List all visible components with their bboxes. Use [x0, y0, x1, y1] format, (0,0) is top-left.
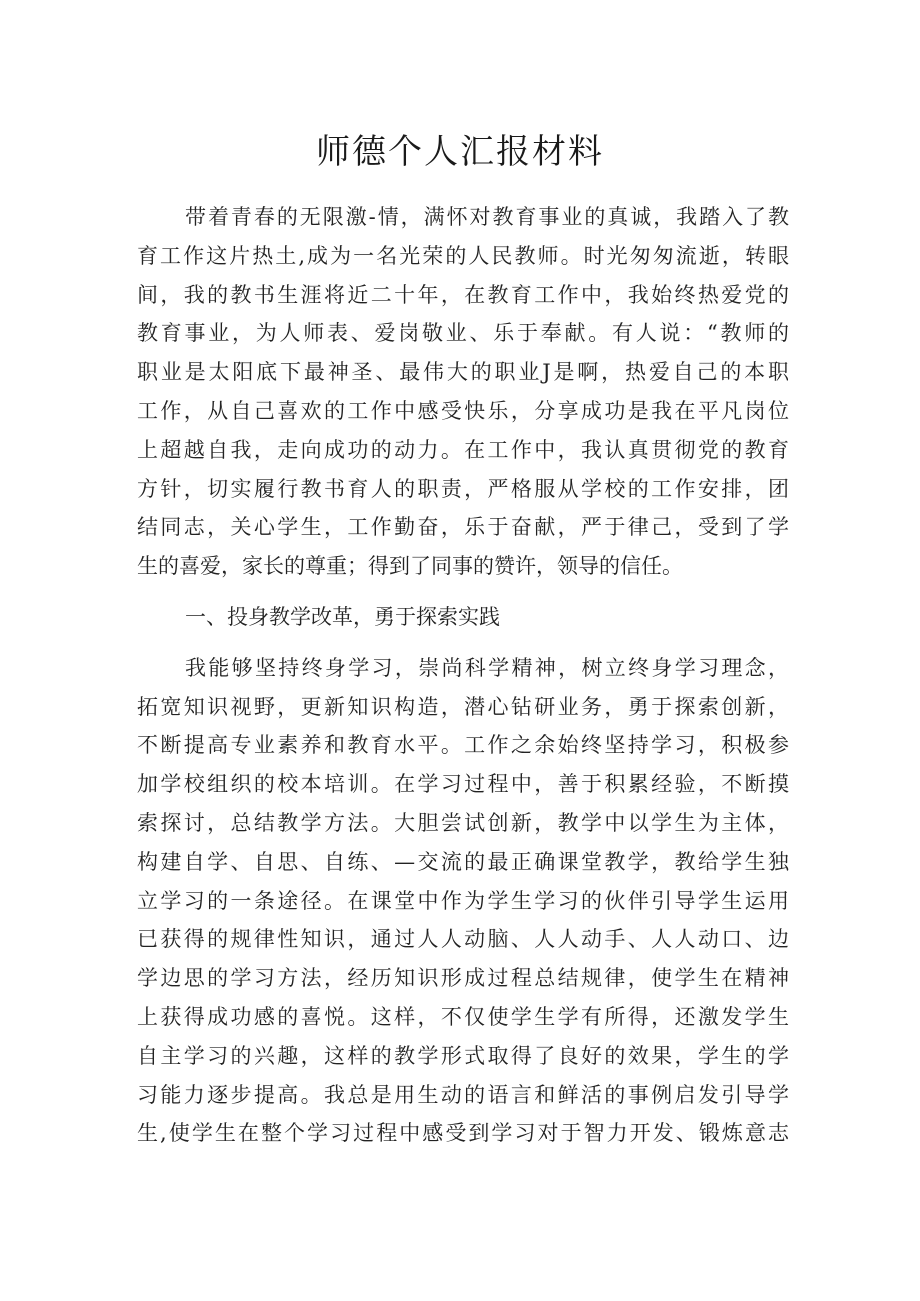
text-line: 职业是太阳底下最神圣、最伟大的职业J是啊，热爱自己的本职	[137, 360, 789, 385]
text-line: 上获得成功感的喜悦。这样，不仅使学生学有所得，还激发学生	[137, 1004, 789, 1029]
text-line: 生,使学生在整个学习过程中感受到学习对于智力开发、锻炼意志	[137, 1121, 789, 1146]
text-line: 学边思的学习方法，经历知识形成过程总结规律，使学生在精神	[137, 966, 789, 991]
text-line: 育工作这片热土,成为一名光荣的人民教师。时光匆匆流逝，转眼	[137, 243, 789, 268]
text-line: 已获得的规律性知识，通过人人动脑、人人动手、人人动口、边	[137, 927, 789, 952]
page-title: 师德个人汇报材料	[316, 132, 604, 172]
text-line: 教育事业，为人师表、爱岗敬业、乐于奉献。有人说：“教师的	[137, 321, 789, 346]
document-body	[137, 198, 789, 1153]
paragraph-gap	[137, 637, 789, 649]
text-line: 生的喜爱，家长的尊重；得到了同事的赞许，领导的信任。	[137, 554, 683, 579]
text-line: 索探讨，总结教学方法。大胆尝试创新，教学中以学生为主体，	[137, 810, 789, 835]
text-line: 间，我的教书生涯将近二十年，在教育工作中，我始终热爱党的	[137, 282, 789, 307]
text-line: 构建自学、自思、自练、—交流的最正确课堂教学，教给学生独	[137, 849, 789, 874]
text-line: 不断提高专业素养和教育水平。工作之余始终坚持学习，积极参	[137, 733, 789, 758]
paragraph-section-1	[137, 649, 789, 1153]
paragraph-intro	[137, 198, 789, 586]
section-heading-text: 一、投身教学改革，勇于探索实践	[185, 604, 500, 629]
text-line: 我能够坚持终身学习，崇尚科学精神，树立终身学习理念，	[185, 655, 789, 680]
text-line: 工作，从自己喜欢的工作中感受快乐，分享成功是我在平凡岗位	[137, 398, 789, 423]
text-line: 立学习的一条途径。在课堂中作为学生学习的伙伴引导学生运用	[137, 888, 789, 913]
paragraph-gap	[137, 586, 789, 598]
text-line: 自主学习的兴趣，这样的教学形式取得了良好的效果，学生的学	[137, 1043, 789, 1068]
text-line: 加学校组织的校本培训。在学习过程中，善于积累经验，不断摸	[137, 772, 789, 797]
text-line: 结同志，关心学生，工作勤奋，乐于奋献，严于律己，受到了学	[137, 515, 789, 540]
section-heading	[137, 598, 789, 637]
text-line: 拓宽知识视野，更新知识构造，潜心钻研业务，勇于探索创新，	[137, 694, 789, 719]
text-line: 习能力逐步提高。我总是用生动的语言和鲜活的事例启发引导学	[137, 1082, 789, 1107]
text-line: 方针，切实履行教书育人的职责，严格服从学校的工作安排，团	[137, 476, 789, 501]
text-line: 上超越自我，走向成功的动力。在工作中，我认真贯彻党的教育	[137, 437, 789, 462]
text-line: 带着青春的无限激-情，满怀对教育事业的真诚，我踏入了教	[185, 205, 789, 229]
